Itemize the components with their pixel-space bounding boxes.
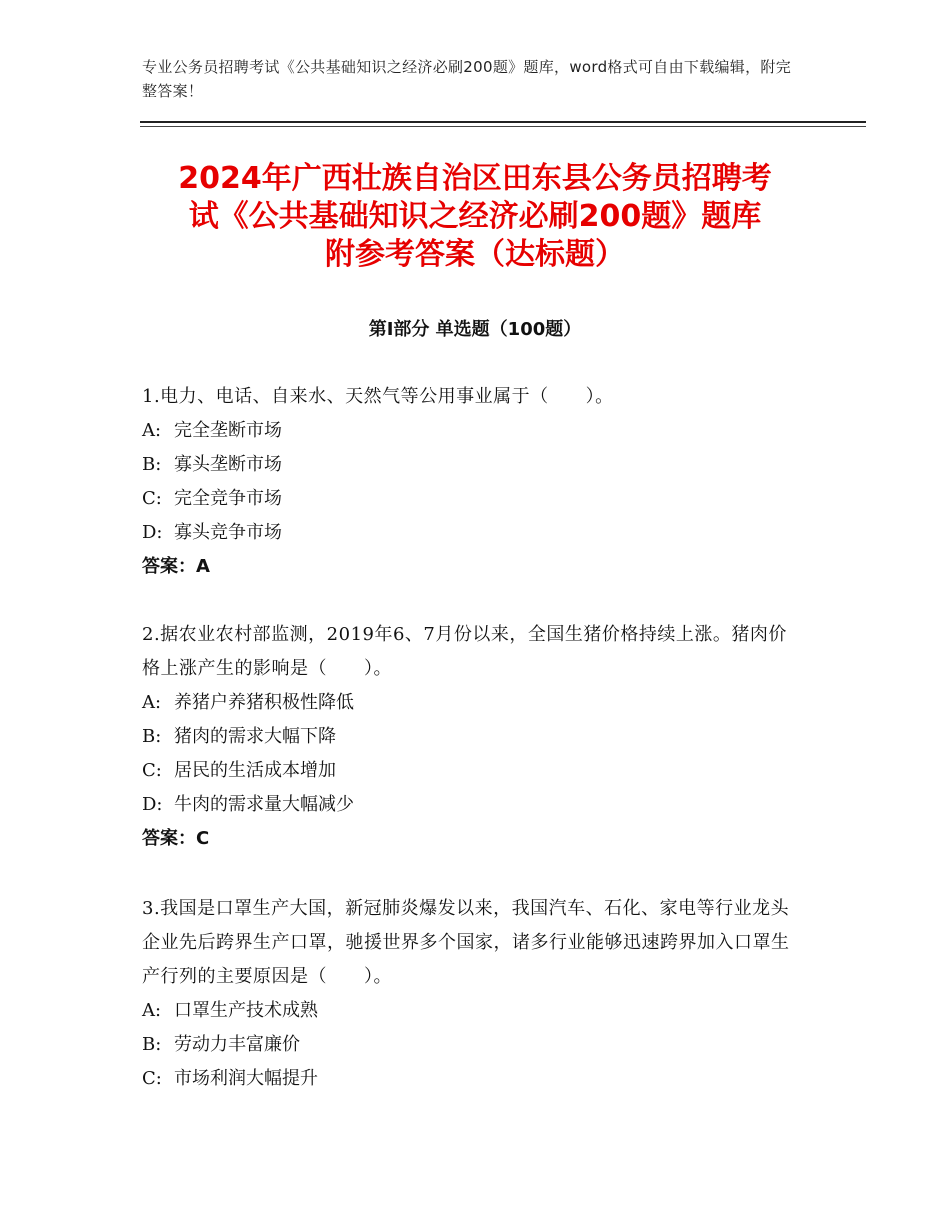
answer-label: 答案： xyxy=(142,828,196,849)
question-2-option-c xyxy=(142,754,802,788)
option-letter: B: xyxy=(142,454,162,475)
question-1-option-a xyxy=(142,414,802,448)
title-line-2: 试《公共基础知识之经济必刷200题》题库 xyxy=(188,199,762,234)
question-1-text: 1.电力、电话、自来水、天然气等公用事业属于（ ）。 xyxy=(142,386,614,407)
option-letter: D: xyxy=(142,794,163,815)
option-text: 完全垄断市场 xyxy=(174,420,282,441)
question-3-option-a xyxy=(142,994,802,1028)
answer-value: C xyxy=(196,828,210,849)
header-note: 专业公务员招聘考试《公共基础知识之经济必刷200题》题库，word格式可自由下载编辑，附完整答案！ xyxy=(142,58,792,100)
option-text: 养猪户养猪积极性降低 xyxy=(174,692,354,713)
option-text: 猪肉的需求大幅下降 xyxy=(174,726,336,747)
option-letter: C: xyxy=(142,760,162,781)
question-3-option-b xyxy=(142,1028,802,1062)
question-1-answer xyxy=(142,550,802,584)
option-letter: C: xyxy=(142,1068,162,1089)
option-text: 市场利润大幅提升 xyxy=(174,1068,318,1089)
question-1-option-d xyxy=(142,516,802,550)
question-2-answer xyxy=(142,822,802,856)
question-2-option-b xyxy=(142,720,802,754)
option-text: 劳动力丰富廉价 xyxy=(174,1034,300,1055)
question-1-option-b xyxy=(142,448,802,482)
option-text: 口罩生产技术成熟 xyxy=(174,1000,318,1021)
option-letter: D: xyxy=(142,522,163,543)
option-text: 完全竞争市场 xyxy=(174,488,282,509)
option-text: 居民的生活成本增加 xyxy=(174,760,336,781)
question-1-option-c xyxy=(142,482,802,516)
option-letter: A: xyxy=(142,1000,162,1021)
answer-label: 答案： xyxy=(142,556,196,577)
question-3-text: 3.我国是口罩生产大国，新冠肺炎爆发以来，我国汽车、石化、家电等行业龙头企业先后跨界生产口罩，驰援世界多个国家，诸多行业能够迅速跨界加入口罩生产行列的主要原因是（ ）。 xyxy=(142,898,790,987)
option-text: 寡头竞争市场 xyxy=(174,522,282,543)
question-3-option-c xyxy=(142,1062,802,1096)
option-letter: B: xyxy=(142,1034,162,1055)
option-text: 牛肉的需求量大幅减少 xyxy=(174,794,354,815)
option-letter: B: xyxy=(142,726,162,747)
option-text: 寡头垄断市场 xyxy=(174,454,282,475)
header-rule-thick xyxy=(140,121,866,123)
header-rule-thin xyxy=(140,126,866,127)
answer-value: A xyxy=(196,556,210,577)
question-2-text: 2.据农业农村部监测，2019年6、7月份以来，全国生猪价格持续上涨。猪肉价格上涨产生的影响是（ ）。 xyxy=(142,624,787,679)
title-line-1: 2024年广西壮族自治区田东县公务员招聘考 xyxy=(178,161,772,196)
option-letter: A: xyxy=(142,692,162,713)
title-line-3: 附参考答案（达标题） xyxy=(325,237,625,272)
document-title xyxy=(120,160,830,274)
section-heading: 第Ⅰ部分 单选题（100题） xyxy=(368,319,582,340)
question-2-option-d xyxy=(142,788,802,822)
question-2-option-a xyxy=(142,686,802,720)
option-letter: C: xyxy=(142,488,162,509)
option-letter: A: xyxy=(142,420,162,441)
